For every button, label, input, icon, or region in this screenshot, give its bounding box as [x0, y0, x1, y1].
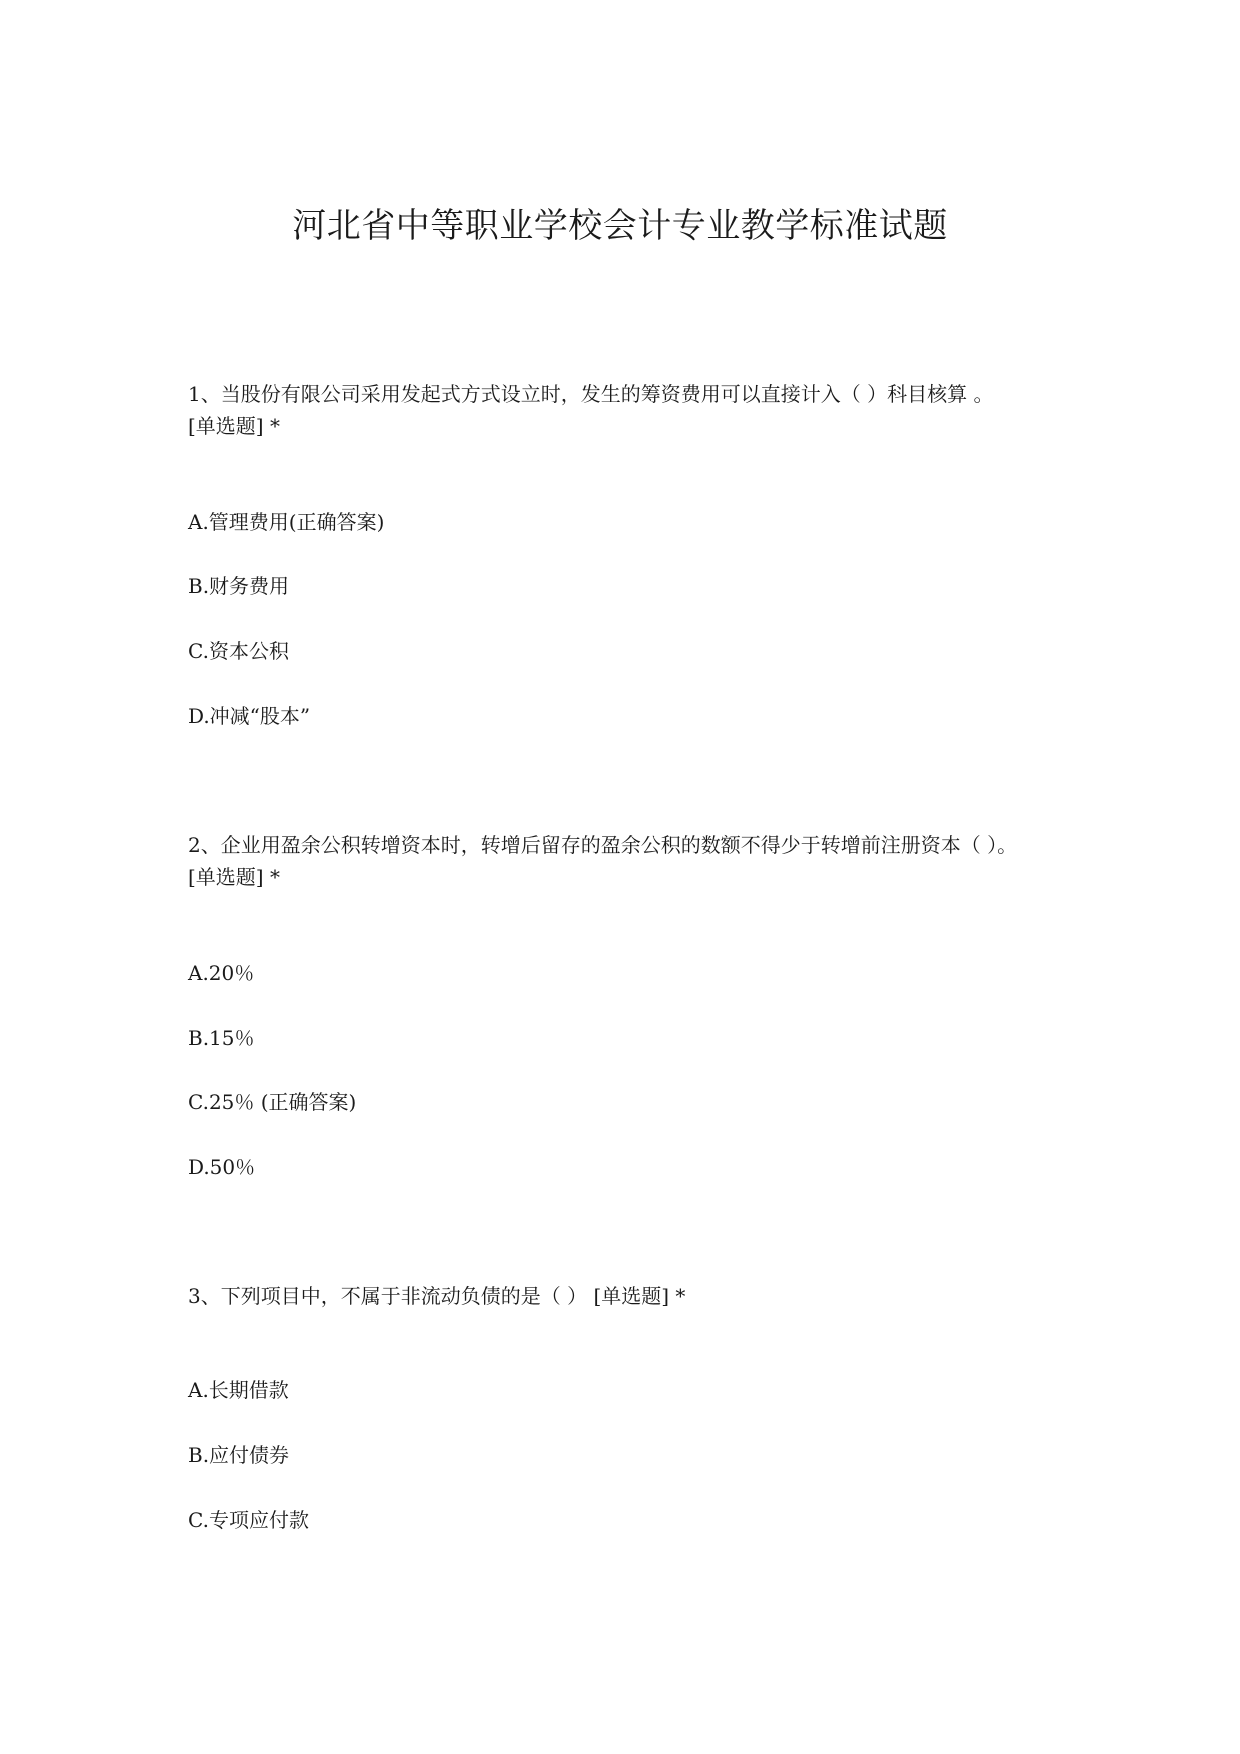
question-2-text: 2、企业用盈余公积转增资本时，转增后留存的盈余公积的数额不得少于转增前注册资本（ ）。: [188, 833, 1018, 857]
question-1-option-c: C.资本公积: [188, 639, 289, 663]
question-3-stem: [188, 1280, 1068, 1312]
question-2-option-a: A.20％: [188, 961, 255, 985]
question-2-stem: [188, 829, 1068, 893]
question-1-text: 1、当股份有限公司采用发起式方式设立时，发生的筹资费用可以直接计入（ ）科目核算 。: [188, 382, 994, 406]
question-1-type-tag: [单选题] *: [188, 414, 280, 438]
question-3-option-a: A.长期借款: [188, 1378, 289, 1402]
question-1-option-b: B.财务费用: [188, 574, 290, 598]
question-2-type-tag: [单选题] *: [188, 865, 280, 889]
question-3-text: 3、下列项目中，不属于非流动负债的是（ ）: [188, 1284, 588, 1308]
question-1-option-a: A.管理费用(正确答案): [188, 510, 385, 534]
question-2-option-c: C.25％ (正确答案): [188, 1090, 357, 1114]
question-2-option-d: D.50％: [188, 1155, 256, 1179]
question-1-option-d: D.冲减“股本”: [188, 704, 311, 728]
question-3-option-c: C.专项应付款: [188, 1508, 309, 1532]
question-3-type-tag: [单选题] *: [593, 1284, 686, 1308]
question-1-stem: [188, 378, 1068, 442]
question-3-option-b: B.应付债券: [188, 1443, 290, 1467]
document-title: 河北省中等职业学校会计专业教学标准试题: [292, 206, 948, 246]
question-2-option-b: B.15％: [188, 1026, 255, 1050]
